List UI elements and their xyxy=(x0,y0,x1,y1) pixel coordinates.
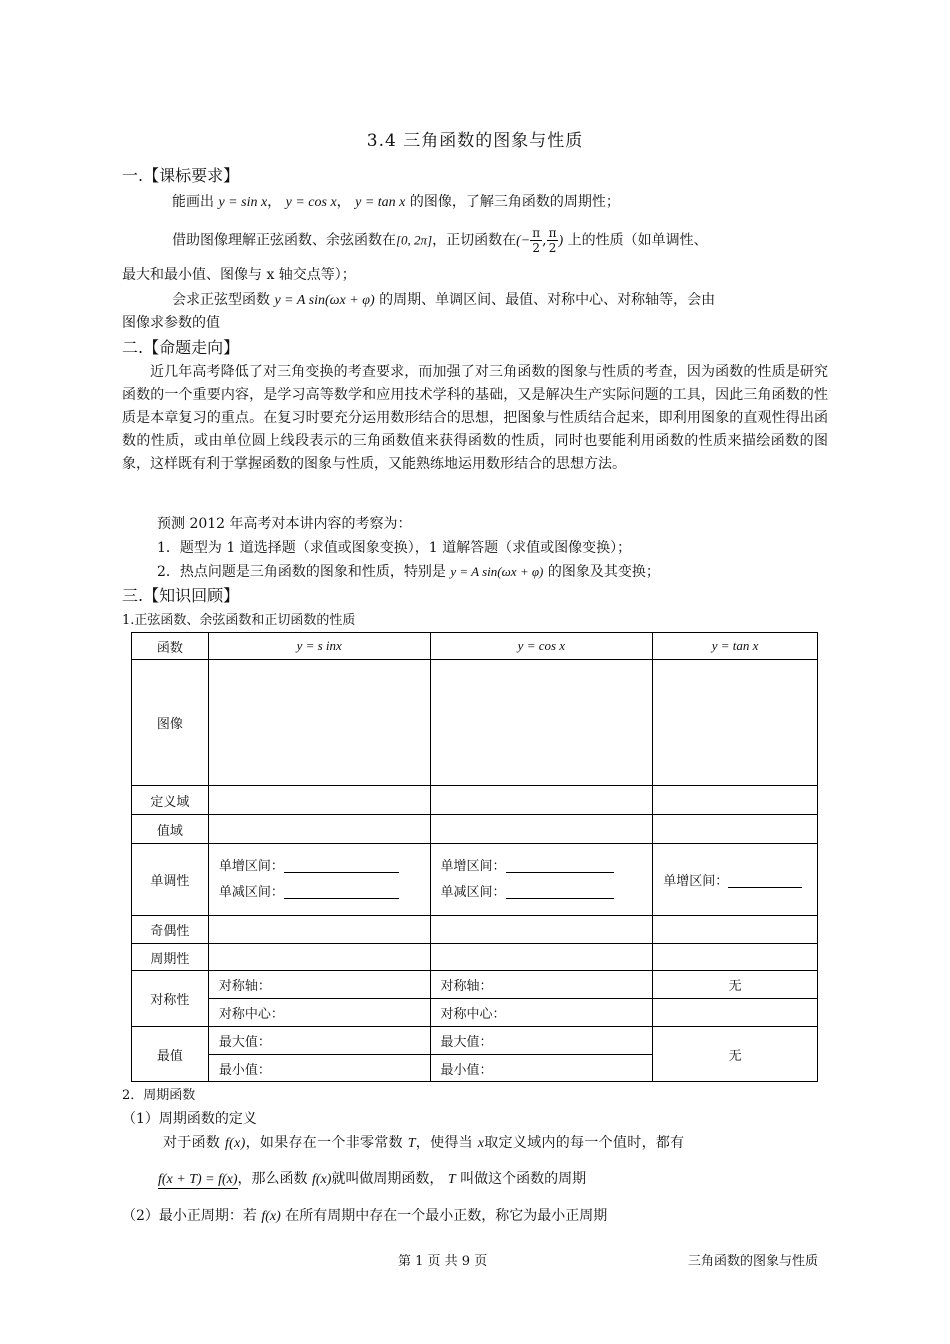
text: ，那么函数 xyxy=(237,1171,308,1187)
answer-blank xyxy=(284,860,399,873)
standards-line-2 xyxy=(172,226,708,255)
table-header-function: 函数 xyxy=(132,633,209,660)
formula-fx: f(x) xyxy=(312,1172,332,1187)
standards-line-1 xyxy=(172,191,620,214)
page-number: 第 1 页 共 9 页 xyxy=(398,1254,488,1269)
cell-cos-axis: 对称轴： xyxy=(430,971,653,999)
label-increasing: 单增区间： xyxy=(440,858,506,874)
text: ，如果存在一个非零常数 xyxy=(245,1135,403,1151)
label-increasing: 单增区间： xyxy=(218,858,284,874)
text: 2．热点问题是三角函数的图象和性质，特别是 xyxy=(157,564,446,580)
text: （2）最小正周期：若 xyxy=(122,1208,257,1224)
row-label-periodicity: 周期性 xyxy=(132,944,209,971)
cell-blank xyxy=(653,999,818,1027)
table-header-sin: y = s inx xyxy=(208,633,430,660)
numerator: π xyxy=(548,226,557,240)
row-label-symmetry: 对称性 xyxy=(132,971,209,1027)
prediction-line: 预测 2012 年高考对本讲内容的考察为： xyxy=(157,516,412,532)
review-subheading-1: 1.正弦函数、余弦函数和正切函数的性质 xyxy=(122,613,356,628)
cell-sin-axis: 对称轴： xyxy=(208,971,430,999)
cell-blank xyxy=(208,660,430,786)
table-row xyxy=(132,815,818,844)
answer-blank xyxy=(728,875,802,888)
text: ，正切函数在 xyxy=(432,232,517,249)
text: 在所有周期中存在一个最小正数，称它为最小正周期 xyxy=(285,1208,608,1224)
periodic-definition-line-1 xyxy=(163,1132,684,1155)
text: , xyxy=(542,232,547,249)
denominator: 2 xyxy=(532,241,541,255)
label-decreasing: 单减区间： xyxy=(218,884,284,900)
text: 能画出 xyxy=(172,194,214,210)
formula-periodic-equation: f(x + T) = f(x) xyxy=(158,1172,238,1187)
row-label-range: 值域 xyxy=(132,815,209,844)
cell-blank xyxy=(430,660,653,786)
section-heading-standards: 一.【课标要求】 xyxy=(122,166,240,185)
text: ， xyxy=(336,194,351,210)
answer-blank xyxy=(284,886,399,899)
text: 的周期、单调区间、最值、对称中心、对称轴等，会由 xyxy=(379,292,716,308)
cell-sin-center: 对称中心： xyxy=(208,999,430,1027)
text: ， xyxy=(267,194,282,210)
table-row xyxy=(132,786,818,815)
cell-cos-min: 最小值： xyxy=(430,1055,653,1082)
formula-paren: (− xyxy=(516,233,531,249)
table-header-tan: y = tan x xyxy=(653,633,818,660)
formula-T: T xyxy=(447,1172,456,1187)
cell-cos-monotonicity xyxy=(430,844,653,916)
fraction-pi-over-2 xyxy=(530,226,542,255)
periodic-definition-line-2 xyxy=(158,1168,586,1191)
prediction-item-2 xyxy=(157,561,660,583)
fraction-pi-over-2 xyxy=(547,226,559,255)
standards-line-3: 最大和最小值、图像与 x 轴交点等）； xyxy=(122,267,356,283)
cell-blank xyxy=(653,916,818,944)
cell-blank xyxy=(208,916,430,944)
formula-T: T xyxy=(407,1136,416,1151)
cell-blank xyxy=(430,786,653,815)
table-row xyxy=(132,999,818,1027)
formula-interval: [0, 2π] xyxy=(396,232,433,248)
text: 会求正弦型函数 xyxy=(172,292,270,308)
cell-blank xyxy=(208,815,430,844)
text: 的图像，了解三角函数的周期性； xyxy=(409,194,620,210)
table-row xyxy=(132,633,818,660)
text: 叫做这个函数的周期 xyxy=(460,1171,587,1187)
standards-line-5: 图像求参数的值 xyxy=(122,315,220,331)
formula-fx: f(x) xyxy=(224,1136,246,1151)
table-row xyxy=(132,916,818,944)
text: 取定义域内的每一个值时，都有 xyxy=(484,1135,685,1151)
table-row xyxy=(132,844,818,916)
table-row xyxy=(132,944,818,971)
cell-tan-monotonicity xyxy=(653,844,818,916)
periodic-definition-heading: （1）周期函数的定义 xyxy=(122,1111,257,1127)
section-heading-trends: 二.【命题走向】 xyxy=(122,338,240,357)
formula-sine-type: y = A sin(ωx + φ) xyxy=(450,564,544,579)
cell-sin-monotonicity xyxy=(208,844,430,916)
table-row xyxy=(132,660,818,786)
cell-blank xyxy=(208,786,430,815)
prediction-item-1: 1．题型为 1 道选择题（求值或图象变换），1 道解答题（求值或图像变换）； xyxy=(157,540,632,556)
formula-fx: f(x) xyxy=(261,1209,281,1224)
cell-blank xyxy=(430,815,653,844)
cell-tan-axis-none: 无 xyxy=(653,971,818,999)
cell-blank xyxy=(653,660,818,786)
label-decreasing: 单减区间： xyxy=(440,884,506,900)
table-row xyxy=(132,971,818,999)
cell-blank xyxy=(430,944,653,971)
cell-sin-max: 最大值： xyxy=(208,1027,430,1055)
trends-paragraph: 近几年高考降低了对三角变换的考查要求，而加强了对三角函数的图象与性质的考查，因为函数的性质是研究函数的一个重要内容，是学习高等数学和应用技术学科的基础，又是解决生产实际问题的工具，因此三角函数的性质是本章复习的重点。在复习时要充分运用数形结合的思想，把图象与性质结合起来，即利用图象的直观性得出函数的性质，或由单位圆上线段表示的三角函数值来获得函数的性质，同时也要能利用函数的性质来描绘函数的图象，这样既有利于掌握函数的图象与性质，又能熟练地运用数形结合的思想方法。 xyxy=(122,364,828,472)
text: 对于函数 xyxy=(163,1135,221,1151)
cell-blank xyxy=(653,944,818,971)
row-label-extrema: 最值 xyxy=(132,1027,209,1082)
cell-cos-center: 对称中心： xyxy=(430,999,653,1027)
standards-line-4 xyxy=(172,289,715,312)
text: 上的性质（如单调性、 xyxy=(567,232,708,249)
answer-blank xyxy=(506,860,614,873)
row-label-domain: 定义域 xyxy=(132,786,209,815)
text: 的图象及其变换； xyxy=(547,564,660,580)
cell-blank xyxy=(208,944,430,971)
numerator: π xyxy=(532,226,541,240)
formula-sin: y = sin x xyxy=(218,195,268,210)
text: 借助图像理解正弦函数、余弦函数在 xyxy=(172,232,396,249)
formula-tan: y = tan x xyxy=(355,195,406,210)
row-label-monotonicity: 单调性 xyxy=(132,844,209,916)
cell-blank xyxy=(653,786,818,815)
section-heading-review: 三.【知识回顾】 xyxy=(122,586,240,605)
cell-cos-max: 最大值： xyxy=(430,1027,653,1055)
cell-blank xyxy=(430,916,653,944)
table-header-cos: y = cos x xyxy=(430,633,653,660)
page-title: 3.4 三角函数的图象与性质 xyxy=(366,131,584,151)
formula-paren: ) xyxy=(558,233,564,249)
formula-sine-type: y = A sin(ωx + φ) xyxy=(274,293,375,308)
row-label-graph: 图像 xyxy=(132,660,209,786)
cell-blank xyxy=(653,815,818,844)
text: ，使得当 xyxy=(415,1135,473,1151)
formula-x: x xyxy=(477,1136,485,1151)
denominator: 2 xyxy=(548,241,557,255)
text: 就叫做周期函数， xyxy=(331,1171,444,1187)
cell-sin-min: 最小值： xyxy=(208,1055,430,1082)
footer-chapter-title: 三角函数的图象与性质 xyxy=(688,1254,819,1269)
cell-tan-extrema-none: 无 xyxy=(653,1027,818,1082)
answer-blank xyxy=(506,886,614,899)
table-row xyxy=(132,1027,818,1055)
review-subheading-2: 2．周期函数 xyxy=(122,1088,196,1103)
trig-properties-table xyxy=(131,632,818,1082)
row-label-parity: 奇偶性 xyxy=(132,916,209,944)
formula-cos: y = cos x xyxy=(285,195,337,210)
min-period-line xyxy=(122,1205,607,1228)
label-increasing: 单增区间： xyxy=(663,874,729,889)
